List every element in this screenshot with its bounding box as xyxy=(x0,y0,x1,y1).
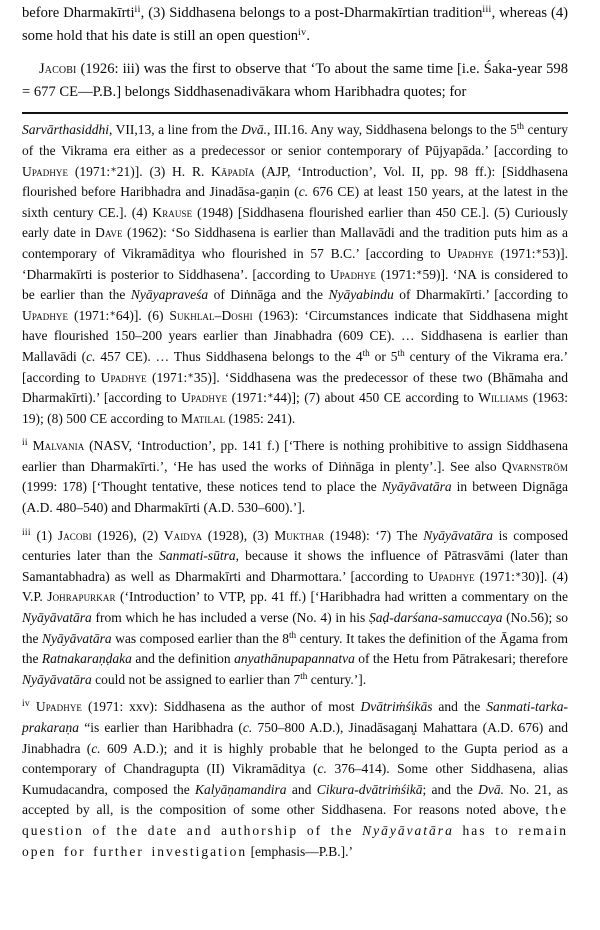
asterisk-marker: ∗ xyxy=(535,246,543,258)
italic-run: Dvā. xyxy=(241,122,268,138)
text-run: (1971: xyxy=(375,266,416,282)
italic-run: Nyāyapraveśa xyxy=(130,287,209,303)
italic-run: Nyāyāvatāra xyxy=(381,479,452,495)
footnote-reference: iv xyxy=(298,26,307,38)
text-run: (1948): ‘7) The xyxy=(324,527,424,543)
footnote-number-marker: iii xyxy=(22,527,31,538)
footnote-block xyxy=(22,114,568,862)
text-run: in between Dignāga (A.D. 480–540) and Dharmakīrti (A.D. 530–600).’]. xyxy=(22,479,568,516)
text-run: 64)]. (6) xyxy=(115,307,170,323)
footnote-iii xyxy=(22,526,568,691)
text-run: and the definition xyxy=(131,651,235,667)
small-caps-name: Upadhye xyxy=(181,390,228,406)
text-run: , III.16. Any way, Siddhasena belongs to the 5 xyxy=(267,122,517,138)
text-run: of the Hetu from Pātrakesari; therefore xyxy=(354,651,568,667)
text-run: before Dharmakīrti xyxy=(22,5,135,21)
text-run: . xyxy=(306,27,311,44)
superscript-ordinal: th xyxy=(362,348,370,359)
body-paragraph-jacobi xyxy=(22,58,568,103)
text-run: , because it shows the influence of Pātrasvāmi (later than Samantabhadra) as well as Dharmakīrti and Dharmottara.’ [according to xyxy=(22,548,568,584)
text-run: of Dharmakīrti.’ [according to xyxy=(393,287,569,303)
text-run: “is earlier than Haribhadra ( xyxy=(79,720,243,735)
footnote-reference: ii xyxy=(134,3,141,15)
text-run: (1985: 241). xyxy=(225,410,296,426)
text-run: 53)]. ‘Dharmakīrti is posterior to Siddhasena’. [according to xyxy=(22,245,569,282)
superscript-ordinal: th xyxy=(397,348,405,359)
footnote-i-continuation xyxy=(22,120,568,429)
italic-run: Nyāyāvatāra xyxy=(41,630,112,646)
asterisk-marker: ∗ xyxy=(109,308,116,320)
text-run: 30)]. (4) V.P. xyxy=(22,568,568,605)
small-caps-name: Upadhye xyxy=(428,568,475,584)
text-run: (1962): ‘So Siddhasena is earlier than Mallavādi and the tradition puts him as a contemporary of Vikramāditya who flourished in 57 B.C.’ [according to xyxy=(22,225,568,261)
text-run: and the xyxy=(432,699,487,715)
italic-run: c. xyxy=(317,761,327,777)
text-run: 750–800 A.D.), Jinadāsagan̥i Mahattara (A.D. 676) and Jinabhadra ( xyxy=(22,720,568,756)
small-caps-name: Jacobi xyxy=(57,527,92,543)
italic-run: c. xyxy=(86,348,96,364)
superscript-ordinal: th xyxy=(289,629,297,640)
italic-run: Ṣaḍ-darśana-samuccaya xyxy=(368,610,503,626)
italic-run: Nyāyāvatāra xyxy=(22,671,92,687)
italic-run: c. xyxy=(242,720,253,735)
text-run: and xyxy=(286,781,317,797)
text-run: 44)]; (7) about 450 CE according to xyxy=(273,390,479,406)
text-run: (1971: xxv): Siddhasena as the author of most xyxy=(82,699,361,715)
italic-run: Nyāyāvatāra xyxy=(423,527,493,543)
text-run: is composed centuries later than the xyxy=(22,527,569,564)
footnote-ii xyxy=(22,436,568,518)
superscript-ordinal: th xyxy=(300,671,308,682)
small-caps-name: Krause xyxy=(152,204,193,220)
small-caps-name: Kāpadīa xyxy=(211,163,255,179)
text-run: No. 21, as accepted by all, is the composition of some other Siddhasena. For reasons noted above, xyxy=(22,781,568,818)
text-run: (1971: xyxy=(68,163,111,179)
text-run: (1971: xyxy=(227,390,267,406)
text-run: from which he has included a verse (No. 4) in his xyxy=(91,610,369,626)
text-run: 609 A.D.); and it is highly probable that he belonged to the Gupta period as a contemporary of Chandragupta (II) Vikramāditya ( xyxy=(22,740,568,777)
italic-run: Kalyāṇamandira xyxy=(195,781,287,797)
text-run: 676 CE) at least 150 years, at the latest in the sixth century CE.]. (4) xyxy=(22,184,569,220)
text-run: 21)]. (3) H. R. xyxy=(116,163,212,179)
emphasis-tracked-italic-run: Nyāyāvatāra xyxy=(362,822,454,838)
small-caps-name: Sukhlal–Doshi xyxy=(169,307,253,323)
small-caps-name: Mukthar xyxy=(274,527,325,543)
text-run: century of the Vikrama era.’ [according to xyxy=(22,348,568,385)
text-run: 376–414). Some other Siddhasena, alias Kumudacandra, composed the xyxy=(22,761,568,797)
italic-run: anyathānupapannatva xyxy=(234,651,355,667)
text-run: , VII,13, a line from the xyxy=(109,122,242,138)
text-run: (1999: 178) [‘Thought tentative, these notices tend to place the xyxy=(22,479,382,495)
text-run: century.’]. xyxy=(307,671,367,687)
italic-run: Dvā. xyxy=(478,781,505,797)
text-run: was composed earlier than the 8 xyxy=(111,630,289,646)
text-run: (NASV, ‘Introduction’, pp. 141 f.) [‘There is nothing prohibitive to assign Siddhasena earlier than Dharmakīrti.’, ‘He has used the works of Diṅnāga in plenty’.]. See also xyxy=(22,438,568,474)
asterisk-marker: ∗ xyxy=(415,267,423,279)
footnote-reference: iii xyxy=(482,3,492,15)
small-caps-name: Upadhye xyxy=(22,163,69,179)
text-run: (AJP, ‘Introduction’, Vol. II, pp. 98 ff.): [Siddhasena flourished before Haribhadra and Jinadāsa-gaṇin ( xyxy=(22,163,568,200)
italic-run: Sarvārthasiddhi xyxy=(22,122,110,138)
text-run: of Diṅnāga and the xyxy=(208,287,329,303)
footnote-number-marker: ii xyxy=(22,438,28,449)
text-run: (1971: xyxy=(493,245,536,261)
superscript-ordinal: th xyxy=(516,121,525,132)
text-run: (1971: xyxy=(474,568,515,584)
text-run: 35)]. ‘Siddhasena was the predecessor of these two (Bhāmaha and Dharmakīrti).’ [according to xyxy=(22,369,568,406)
italic-run: Sanmati-sūtra xyxy=(159,548,236,564)
text-run: 59)]. ‘NA is considered to be earlier than the xyxy=(22,266,569,303)
text-run: (1) xyxy=(36,527,58,543)
text-run: or 5 xyxy=(369,348,398,364)
small-caps-name: Qvarnström xyxy=(501,458,568,474)
asterisk-marker: ∗ xyxy=(187,370,194,382)
text-run: [emphasis—P.B.].’ xyxy=(247,843,353,859)
emphasis-tracked-run: has to remain open for further investigation xyxy=(22,822,569,859)
text-run: (‘Introduction’ to VTP, pp. 41 ff.) [‘Haribhadra had written a commentary on the xyxy=(115,589,569,605)
small-caps-name: Upadhye xyxy=(35,699,83,715)
asterisk-marker: ∗ xyxy=(266,390,274,402)
small-caps-name: Upadhye xyxy=(447,245,494,261)
italic-run: c. xyxy=(298,184,309,200)
body-paragraph-continued xyxy=(22,2,568,47)
text-run: (1928), (3) xyxy=(202,527,275,543)
italic-run: Sanmati-tarka-prakaraṇa xyxy=(22,699,569,735)
asterisk-marker: ∗ xyxy=(110,164,117,176)
emphasis-tracked-run: the question of the date and authorship of the xyxy=(22,802,568,838)
small-caps-name: Malvania xyxy=(32,438,85,454)
text-run: ; and the xyxy=(422,781,479,797)
small-caps-name: Upadhye xyxy=(22,307,69,323)
small-caps-name: Matilal xyxy=(180,410,226,426)
text-run: 457 CE). … Thus Siddhasena belongs to the 4 xyxy=(95,348,363,364)
small-caps-name: Jacobi xyxy=(39,61,77,78)
small-caps-name: Williams xyxy=(478,390,529,406)
small-caps-name: Upadhye xyxy=(329,266,376,282)
text-run: , whereas (4) some hold that his date is still an open question xyxy=(22,5,568,44)
italic-run: c. xyxy=(91,740,101,756)
text-run: , (3) Siddhasena belongs to a post-Dharmakīrtian tradition xyxy=(140,5,483,21)
small-caps-name: Upadhye xyxy=(100,369,147,385)
italic-run: Dvātriṁśikās xyxy=(360,699,433,715)
italic-run: Ratnakaraṇḍaka xyxy=(41,651,132,667)
small-caps-name: Dave xyxy=(95,225,123,241)
small-caps-name: Johrapurkar xyxy=(47,589,116,605)
text-run: (1963): ‘Circumstances indicate that Siddhasena might have flourished 150–200 years earlier than Jinabhadra (609 CE). … Siddhasena is earlier than Mallavādi ( xyxy=(22,307,568,364)
text-run: century. It takes the definition of the Āgama from the xyxy=(22,630,568,667)
small-caps-name: Vaidya xyxy=(163,527,203,543)
text-run: (1971: xyxy=(146,369,188,385)
italic-run: Nyāyabindu xyxy=(328,287,394,303)
text-run: could not be assigned to earlier than 7 xyxy=(91,671,301,687)
italic-run: Cikura-dvātriṁśikā xyxy=(316,781,423,797)
text-run: (No.56); so the xyxy=(22,610,568,646)
text-run: (1971: xyxy=(68,307,110,323)
italic-run: Nyāyāvatāra xyxy=(22,610,92,626)
asterisk-marker: ∗ xyxy=(514,569,522,581)
text-run: (1963: 19); (8) 500 CE according to xyxy=(22,390,569,426)
main-text-block xyxy=(22,0,568,103)
text-run: century of the Vikrama era either as a predecessor or senior contemporary of Pūjyapāda.’ [according to xyxy=(22,122,568,158)
footnote-number-marker: iv xyxy=(22,699,30,710)
text-run: (1926: iii) was the first to observe that ‘To about the same time [i.e. Śaka-year 598 = 677 CE—P.B.] belongs Siddhasenadivākara whom Haribhadra quotes; for xyxy=(22,61,568,100)
text-run: (1926), (2) xyxy=(91,527,164,543)
footnote-iv xyxy=(22,697,568,862)
text-run: (1948) [Siddhasena flourished earlier than 450 CE.]. (5) Curiously early date in xyxy=(22,204,568,241)
